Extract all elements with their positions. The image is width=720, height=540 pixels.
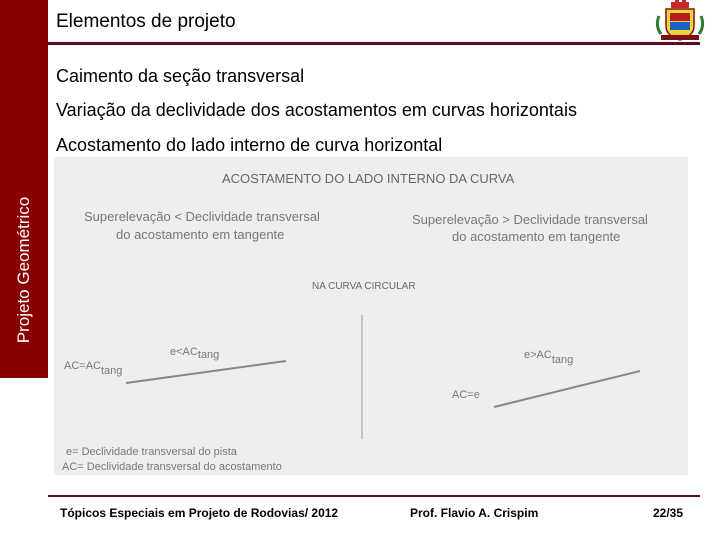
side-label: Projeto Geométrico (14, 196, 33, 344)
heading-3: Acostamento do lado interno de curva horizontal (56, 135, 443, 155)
svg-text:AC=ACtang (64, 360, 122, 377)
right-upper-sub: tang (551, 354, 574, 366)
side-label-container (0, 0, 48, 378)
institution-logo (653, 0, 707, 42)
right-upper-label: e>AC (524, 349, 552, 361)
left-lower-label: AC=AC (64, 360, 101, 372)
left-lower-sub: tang (101, 365, 123, 377)
figure-scan (54, 157, 688, 475)
svg-text:e>ACtang (524, 349, 573, 366)
left-upper-sub: tang (197, 349, 220, 361)
left-slope-line (126, 361, 286, 383)
footer-course: Tópicos Especiais em Projeto de Rodovias/ 2012 (60, 506, 339, 520)
page-number: 22/35 (653, 506, 684, 520)
left-case-line2: do acostamento em tangente (116, 227, 285, 242)
svg-text:e<ACtang (170, 346, 219, 361)
slide-title: Elementos de projeto (56, 11, 236, 32)
right-case-line1: Superelevação > Declividade transversal (412, 212, 648, 227)
header-divider (48, 42, 700, 45)
heading-1: Caimento da seção transversal (56, 66, 305, 86)
center-label: NA CURVA CIRCULAR (312, 281, 416, 292)
legend-line2: AC= Declividade transversal do acostamento (62, 461, 282, 473)
left-case-line1: Superelevação < Declividade transversal (84, 209, 320, 224)
right-lower-label: AC=e (452, 389, 480, 401)
footer-author: Prof. Flavio A. Crispim (410, 506, 539, 520)
left-upper-label: e<AC (170, 346, 198, 358)
figure-title: ACOSTAMENTO DO LADO INTERNO DA CURVA (222, 171, 515, 186)
footer-divider (48, 495, 700, 497)
heading-2: Variação da declividade dos acostamentos em curvas horizontais (56, 100, 577, 120)
legend-line1: e= Declividade transversal do pista (66, 446, 237, 458)
right-case-line2: do acostamento em tangente (452, 229, 621, 244)
right-slope-line (494, 371, 640, 407)
